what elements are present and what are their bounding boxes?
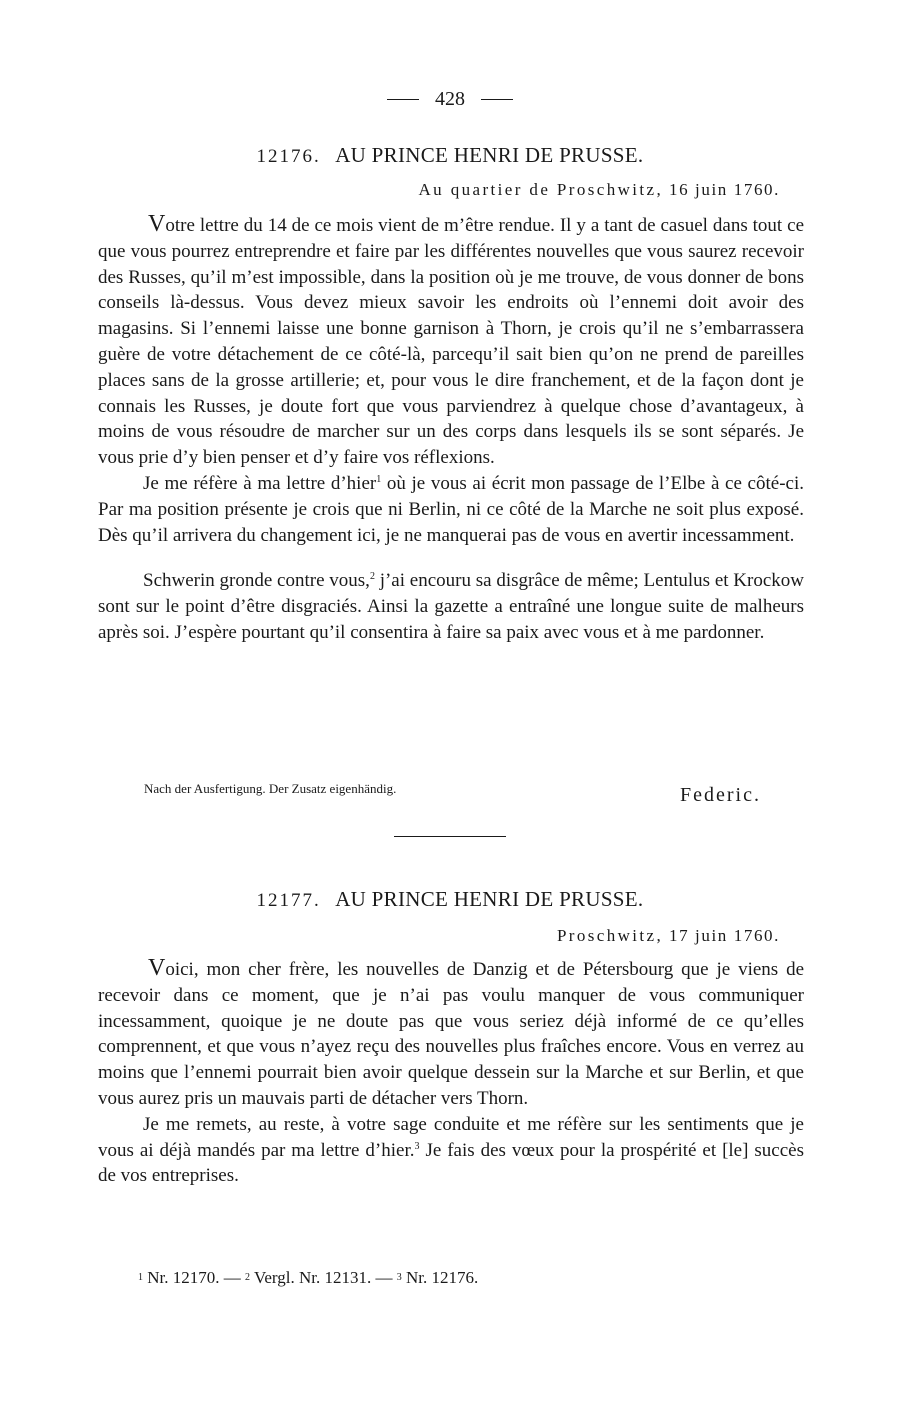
paragraph-text: où je vous ai écrit mon passage de l’Elbe à ce côté-ci. Par ma position présente je crois que ni Berlin, ni ce côté de la Marche ne soit plus exposé. Dès qu’il arrivera du changement ici, je ne manquerai pas de vous en avertir incessamment.	[98, 472, 804, 546]
letter-body-12177	[98, 956, 804, 1189]
paragraph	[98, 1112, 804, 1189]
paragraph	[98, 212, 804, 471]
footnote-text: Nr. 12170. —	[143, 1268, 245, 1287]
letter-body-12176	[98, 212, 804, 646]
footnote-text: Vergl. Nr. 12131. —	[250, 1268, 397, 1287]
paragraph-text: Je fais des vœux pour la prospérité et [le] succès de vos entreprises.	[98, 1139, 804, 1187]
source-note: Nach der Ausfertigung. Der Zusatz eigenhändig.	[144, 781, 397, 796]
letter-heading-12176	[0, 143, 900, 168]
footnotes	[138, 1268, 478, 1288]
dateline-date: 16 juin 1760.	[669, 180, 780, 199]
drop-cap: V	[148, 211, 166, 237]
dateline-12176	[419, 180, 781, 200]
letter-heading-12177	[0, 887, 900, 912]
dateline-12177	[557, 926, 780, 946]
footnote-text: Nr. 12176.	[401, 1268, 479, 1287]
page-number: 428	[435, 88, 465, 110]
paragraph-text: Schwerin gronde contre vous,	[143, 570, 370, 592]
dateline-place: Proschwitz,	[556, 926, 664, 945]
paragraph-text: oici, mon cher frère, les nouvelles de Danzig et de Pétersbourg que je viens de recevoir dans ce moment, que je n’ai pas voulu manquer de vous communiquer incessamment, quoique je ne doute pas que vous seriez déjà informé de ce qu’elles comprennent, et que vous n’ayez reçu des nouvelles plus fraîches encore. Vous en verrez au moins que l’ennemi pourrait bien avoir quelque dessein sur la Marche et sur Berlin, et que vous aurez pris un mauvais parti de détacher vers Thorn.	[98, 959, 804, 1109]
paragraph	[98, 471, 804, 548]
drop-cap: V	[148, 955, 166, 981]
paragraph	[98, 956, 804, 1112]
letter-title: AU PRINCE HENRI DE PRUSSE.	[335, 143, 644, 167]
paragraph-text: j’ai encouru sa disgrâce de même; Lentulus et Krockow sont sur le point d’être disgraciés. Ainsi la gazette a entraîné une longue suite de malheurs après soi. J’espère pourtant qu’il consentira à faire sa paix avec vous et à me pardonner.	[98, 570, 804, 643]
postscript-paragraph	[98, 568, 804, 645]
dateline-date: 17 juin 1760.	[669, 926, 780, 945]
footnote-ref: 3	[414, 1140, 420, 1152]
footnote-ref: 2	[369, 571, 375, 583]
footnote-mark: 2	[245, 1272, 250, 1283]
letter-number: 12176.	[256, 146, 321, 167]
dateline-place: Au quartier de Proschwitz,	[418, 180, 664, 199]
paragraph-text: otre lettre du 14 de ce mois vient de m’être rendue. Il y a tant de casuel dans tout ce que vous pourrez entreprendre et faire par les différentes nouvelles que vous saurez recevoir des Russes, qu’il m’est impossible, dans la position où je me trouve, de vous donner de bons conseils là-dessus. Vous devez mieux savoir les endroits où l’ennemi doit avoir des magasins. Si l’ennemi laisse une bonne garnison à Thorn, je crois qu’il ne s’embarrassera guère de votre détachement de ce côté-là, parcequ’il sait bien qu’on ne prend de pareilles places sans de la grosse artillerie; et, pour vous le dire franchement, et de la façon dont je connais les Russes, je doute fort que vous parviendrez à quelque chose d’avantageux, à moins de vous résoudre de marcher sur un des corps dans lesquels ils se sont séparés. Je vous prie d’y bien penser et d’y faire vos réflexions.	[98, 215, 804, 469]
letter-number: 12177.	[256, 890, 321, 911]
dash-rule-right	[481, 99, 513, 100]
section-separator	[394, 836, 506, 837]
footnote-mark: 3	[396, 1272, 402, 1283]
page-number-row	[0, 88, 900, 111]
letter-title: AU PRINCE HENRI DE PRUSSE.	[335, 887, 644, 911]
dash-rule-left	[387, 99, 419, 100]
paragraph-text: Je me réfère à ma lettre d’hier	[143, 472, 377, 494]
signature: Federic.	[680, 784, 761, 806]
footnote-ref: 1	[376, 473, 382, 485]
paragraph-text: Je me remets, au reste, à votre sage conduite et me réfère sur les sentiments que je vous ai déjà mandés par ma lettre d’hier.	[98, 1113, 804, 1161]
footnote-mark: 1	[138, 1272, 143, 1283]
